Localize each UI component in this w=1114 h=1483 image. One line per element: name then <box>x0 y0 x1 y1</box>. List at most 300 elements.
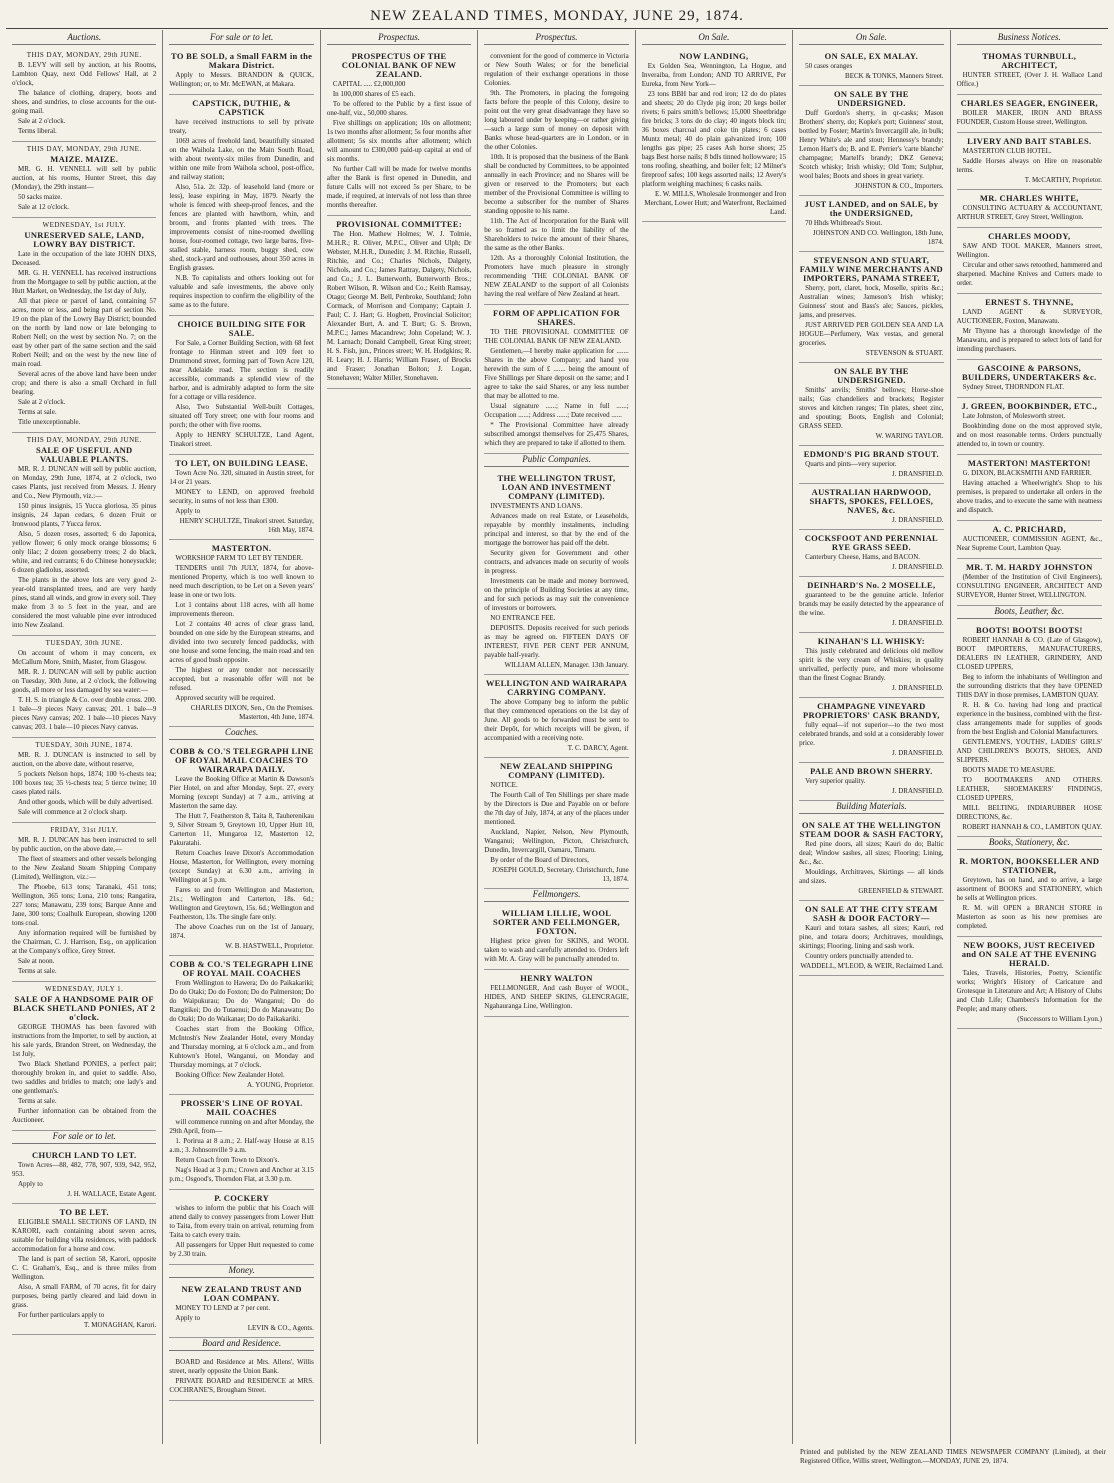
column-7 <box>951 30 1108 1444</box>
ad-paragraph: Also, 5 dozen roses, assorted; 6 do Japonica, yellow flower; 6 only mock orange blossoms; 6 only lilac; 2 dozen gooseberry trees; 2 do black, white, and red currants; 6 do Chinese honeysuckle; 6 dozen gladiolus, assorted. <box>12 530 157 574</box>
ad-body <box>957 412 1102 449</box>
section-heading: Building Materials. <box>799 801 943 814</box>
ad-body <box>957 204 1102 222</box>
advertisement <box>169 1281 313 1338</box>
ad-paragraph: Sale at noon. <box>18 957 55 965</box>
ad-signature: J. DRANSFIELD. <box>892 563 944 571</box>
ad-paragraph: ELIGIBLE SMALL SECTIONS OF LAND, IN KARORI, each containing about seven acres, suitable for building villa residences, with paddock accommodation for a horse and cow. <box>12 1218 157 1253</box>
ad-title: UNRESERVED SALE, LAND, LOWRY BAY DISTRICT. <box>24 230 145 249</box>
ad-paragraph: Sale will commence at 2 o'clock sharp. <box>18 808 128 816</box>
ad-body <box>12 165 156 212</box>
ad-title: MR. T. M. HARDY JOHNSTON <box>965 562 1093 572</box>
ad-signature: T. C. DARCY, Agent. <box>567 744 629 752</box>
ad-body <box>169 118 313 310</box>
ad-title: JUST LANDED, and on SALE, by the UNDERSIGNED, <box>804 199 939 218</box>
column-1 <box>6 30 163 1444</box>
advertisement <box>484 48 628 305</box>
ad-body <box>169 339 313 449</box>
ad-body <box>957 71 1102 89</box>
ad-signature: JOSEPH GOULD, Secretary. Christchurch, June 13, 1874. <box>492 866 629 883</box>
ad-paragraph: Smiths' anvils; Smiths' bellows; Horse-shoe nails; Gas chandeliers and brackets; Register stoves and kitchen ranges; Tin plates, sheet zinc, and spouting; Boots, English and Colonial; GRASS SEED. <box>799 386 944 430</box>
advertisement <box>799 484 943 530</box>
advertisement <box>484 675 628 758</box>
ad-paragraph: wishes to inform the public that his Coach will attend daily to convey passengers from Lower Hutt to Taita, from every train on arrival, returning from Taita to catch every train. <box>169 1204 314 1239</box>
ad-paragraph: This justly celebrated and delicious old mellow spirit is the very cream of Whiskies; in quality unrivalled, perfectly pure, and more wholesome than the finest Cognac Brandy. <box>799 647 944 682</box>
advertisement <box>799 252 943 363</box>
ad-paragraph: To be offered to the Public by a first issue of one-half, viz., 50,000 shares. <box>326 100 472 117</box>
ad-body <box>957 147 1102 175</box>
ad-paragraph: MILL BELTING, INDIARUBBER HOSE DIRECTIONS, &c. <box>956 804 1102 821</box>
ad-paragraph: Nag's Head at 3 p.m.; Crown and Anchor at 3.15 p.m.; Osgood's, Thorndon Flat, at 3.30 p.m. <box>169 1166 314 1183</box>
ad-paragraph: From Wellington to Hawera; Do do Paikakariki; Do do Otaki; Do do Foxton; Do do Palmerston; Do do Waipukurau; Do do Wanganui; Do do Rangitikei; Do do Tutaenui; Do do Manawatu; Do do Otaki; Do do Waikanae; Do do Paikakariki. <box>169 979 314 1023</box>
ad-signature: E. W. MILLS, Wholesale Ironmonger and Iron Merchant, Lower Hutt; and Waterfront, Reclaimed Land. <box>644 190 787 216</box>
ad-paragraph: Usual signature ......; Name in full ......; Occupation ......; Address ......; Date received ...... <box>484 402 629 419</box>
ad-paragraph: JUST ARRIVED PER GOLDEN SEA AND LA HOGUE—Perfumery, Wax vestas, and general groceries. <box>799 321 944 347</box>
ad-title: R. MORTON, BOOKSELLER AND STATIONER, <box>959 856 1100 875</box>
ad-title: TO LET, ON BUILDING LEASE. <box>175 458 308 468</box>
ad-title: KINAHAN'S LL WHISKY: <box>817 636 925 646</box>
ad-signature: GREENFIELD & STEWART. <box>858 887 944 895</box>
ad-body <box>799 553 943 562</box>
ad-title: J. GREEN, BOOKBINDER, ETC., <box>961 401 1098 411</box>
advertisement <box>484 758 628 889</box>
ad-signature: J. DRANSFIELD. <box>892 470 944 478</box>
ad-paragraph: Fares to and from Wellington and Masterton, 21s.; Wellington and Carterton, 18s. 6d.; Wellington and Greytown, 15s. 6d.; Wellington and Featherston, 13s. The single fare only. <box>169 886 314 921</box>
advertisement <box>799 196 943 252</box>
ad-title: EDMOND'S PIG BRAND STOUT. <box>803 449 939 459</box>
ad-paragraph: Ex Golden Sea, Wennington, La Hogue, and Inveraiba, from London; AND TO ARRIVE, Per Eureka, from New York— <box>641 62 787 88</box>
ad-body <box>957 535 1102 553</box>
advertisement <box>799 363 943 446</box>
ad-paragraph: Coaches start from the Booking Office, McIntosh's New Zealander Hotel, every Monday and Thursday morning, at 6 o'clock a.m., and from Kuhtown's Hotel, Wanganui, on Monday and Thursday mornings, at 7 o'clock. <box>169 1025 314 1069</box>
ad-date: THIS DAY, MONDAY, 29th JUNE. <box>26 436 142 444</box>
ad-body <box>484 52 628 299</box>
ad-title: MAIZE. MAIZE. <box>50 154 119 164</box>
ad-paragraph: Sale at 2 o'clock. <box>18 398 66 406</box>
ad-paragraph: All that piece or parcel of land, containing 57 acres, more or less, and being part of section No. 19 on the plan of the Lowry Bay District; bounded on the north by land now or late belonging to Robert Nell; on the west by section No. 7; on the east by other part of the same section and the said Robert Neill; and on the west by the new line of main road. <box>12 297 157 368</box>
ad-date: TUESDAY, 30th JUNE. <box>45 639 123 647</box>
advertisement <box>957 133 1102 190</box>
ad-title: ON SALE BY THE UNDERSIGNED. <box>833 366 909 385</box>
advertisement <box>12 48 156 142</box>
ad-paragraph: MR. G. H. VENNELL will sell by public auction, at his rooms, Hunter Street, this day (Monday), the 29th instant— <box>12 165 157 191</box>
advertisement <box>957 190 1102 228</box>
advertisement <box>799 763 943 801</box>
ad-body <box>484 502 628 660</box>
ad-paragraph: Late in the occupation of the late JOHN DIXS, Deceased. <box>12 250 157 267</box>
advertisement <box>799 633 943 698</box>
ad-paragraph: CONSULTING ACTUARY & ACCOUNTANT, ARTHUR STREET, Grey Street, Wellington. <box>956 204 1102 221</box>
advertisement <box>957 294 1102 360</box>
ad-paragraph: guaranteed to be the genuine article. Inferior brands may be easily detected by the appearance of the wine. <box>799 591 944 617</box>
ad-paragraph: will commence running on and after Monday, the 29th April, from— <box>169 1118 314 1135</box>
section <box>799 801 943 976</box>
ad-paragraph: Kauri and totara sashes, all sizes; Kauri, red pine, and totara doors; Architraves, mouldings, skirtings; Flooring, lining and sash work. <box>799 924 944 950</box>
ad-paragraph: * The Provisional Committee have already subscribed amongst themselves for 25,475 Shares, which they are prepared to take if allotted to them. <box>484 421 629 447</box>
ad-paragraph: For further particulars apply to <box>18 1311 105 1319</box>
ad-paragraph: Investments can be made and money borrowed, on the principle of Building Societies at any time, and for such periods as may suit the convenience of investors or borrowers. <box>484 577 629 612</box>
ad-body <box>12 465 156 630</box>
ad-body <box>12 1218 156 1320</box>
ad-paragraph: Leave the Booking Office at Martin & Dawson's Pier Hotel, on and after Monday, Sept. 27, every Morning (except Sunday) at 7 a.m., arriving at Masterton the same day. <box>169 775 314 810</box>
ad-paragraph: Terms at sale. <box>18 1097 57 1105</box>
ad-title: CHARLES SEAGER, ENGINEER, <box>960 98 1098 108</box>
ad-title: COBB & CO.'S TELEGRAPH LINE OF ROYAL MAIL COACHES <box>169 959 314 978</box>
ad-paragraph: The above Coaches run on the 1st of January, 1874. <box>169 923 314 940</box>
ad-paragraph: Security given for Government and other contracts, and advances made on security of wools in progress. <box>484 549 629 575</box>
ad-paragraph: Apply to HENRY SCHULTZE, Land Agent, Tinakori street. <box>169 431 314 448</box>
ad-paragraph: Return Coaches leave Dixon's Accommodation House, Masterton, for Wellington, every morning (except Sunday) at 6.30 a.m., arriving in Wellington at 5 p.m. <box>169 849 314 884</box>
ad-paragraph: Lot 1 contains about 118 acres, with all home improvements thereon. <box>169 601 314 618</box>
section-heading: Fellmongers. <box>484 889 628 902</box>
ad-body <box>957 242 1102 288</box>
ad-paragraph: MASTERTON CLUB HOTEL. <box>962 147 1052 155</box>
advertisement <box>799 901 943 976</box>
ad-paragraph: Greytown, has on hand, and to arrive, a large assortment of BOOKS and STATIONERY, which he sells at Wellington prices. <box>956 876 1102 902</box>
ad-paragraph: The Hon. Mathew Holmes; W. J. Tolmie, M.H.R.; R. Oliver, M.P.C., Oliver and Ulph; Dr Webster, M.H.R., Dunedin; J. M. Ritchie, Russell, Ritchie, and Co.; Charles Nichols, Dalgety, Nichols, and Co.; James Rattray, Dalgety, Nichols, and Co.; J. L. Butterworth, Butterworth Bros.; Robert Wilson, R. Wilson and Co.; Keith Ramsay, Otago; George M. Bell, Penbroke, Southland; John Cormack, of Morrison and Company; Captain J. Paul; C. J. Hart; G. Hogbett, Provincial Solicitor; Alexander Burt, A. and T. Burt; G. S. Brown, M.P.C.; James Macandrew; John Copeland; W. J. M. Larnach; Donald Campbell, Great King street; H. S. Fish, jun., Princes street; W. H. Hodgkins; R. H. Leary; H. J. Harris; William Fraser, of Brocks and Fraser; Jonathan Bolton; J. Logan, Stonehaven; Walter Miller, Stonehaven. <box>326 230 472 382</box>
ad-title: GASCOINE & PARSONS, BUILDERS, UNDERTAKERS &c. <box>962 363 1097 382</box>
ad-paragraph: Late Johnston, of Molesworth street. <box>962 412 1066 420</box>
ad-body <box>169 469 313 516</box>
section <box>957 837 1102 1029</box>
ad-body <box>484 328 628 448</box>
ad-paragraph: Any information required will be furnished by the Chairman, C. J. Harrison, Esq., on application at the Company's office, Grey Street. <box>12 929 157 955</box>
ad-paragraph: The Hutt 7, Featherston 8, Taita 8, Tauherenikau 9, Silver Stream 9, Greytown 10, Upper Hutt 10, Carterton 11, Mungaroa 12, Masterton 12, Pakuratahi. <box>169 812 314 847</box>
ad-paragraph: All passengers for Upper Hutt requested to come by 2.30 train. <box>169 1241 314 1258</box>
advertisement <box>484 905 628 970</box>
ad-paragraph: TO BOOTMAKERS AND OTHERS. LEATHER, SHOEMAKERS' FINDINGS, CLOSED UPPERS, <box>956 776 1102 802</box>
ad-body <box>12 61 156 136</box>
ad-body <box>957 109 1102 127</box>
advertisement <box>957 398 1102 455</box>
ad-paragraph: GENTLEMEN'S, YOUTHS', LADIES' GIRLS' AND CHILDREN'S BOOTS, SHOES, AND SLIPPERS. <box>956 738 1102 764</box>
ad-signature: ROBERT HANNAH & CO., LAMBTON QUAY. <box>962 823 1102 831</box>
ad-paragraph: FELLMONGER, And cash Buyer of WOOL, HIDES, AND SHEEP SKINS, GLENCRAGIE, Ngahauranga Line, Wellington. <box>484 984 629 1010</box>
ad-paragraph: MR. R. J. DUNCAN will sell by public auction on Tuesday, 30th June, at 2 o'clock, the following goods, all more or less damaged by sea water:— <box>12 668 157 694</box>
ad-title: FORM OF APPLICATION FOR SHARES. <box>492 308 621 327</box>
ad-paragraph: WORKSHOP FARM TO LET BY TENDER. <box>175 554 303 562</box>
advertisement <box>12 1147 156 1204</box>
ad-paragraph: Terms at sale. <box>18 408 57 416</box>
ad-body <box>12 836 156 976</box>
ad-title: ON SALE, EX MALAY. <box>824 51 919 61</box>
advertisement <box>12 433 156 636</box>
ad-title: ON SALE AT THE CITY STEAM SASH & DOOR FACTORY— <box>805 904 938 923</box>
advertisement <box>957 521 1102 559</box>
ad-date: WEDNESDAY, 1st JULY. <box>42 221 126 229</box>
ad-paragraph: Mr Thynne has a thorough knowledge of the Manawatu, and is prepared to select lots of land for intending purchasers. <box>956 327 1102 353</box>
advertisement <box>484 305 628 454</box>
ad-paragraph: 150 pinus insignis, 15 Yucca gloriosa, 35 pinus insignis, 24 Japan cedars, 6 dozen Fruit or Ironwood plants, 7 Yucca ferox. <box>12 502 157 528</box>
ad-paragraph: MR. G. H. VENNELL has received instructions from the Mortgagee to sell by public auction, at the Hutt Market, on Wednesday, the 1st day of July, <box>12 269 157 295</box>
section-heading: On Sale. <box>642 32 786 45</box>
ad-body <box>957 636 1102 822</box>
ad-paragraph: 10th. It is proposed that the business of the Bank shall be conducted by Committees, to be appointed annually in each Province; and no Shares will be given or reserved to the Promoters; but each member of the Provisional Committee is willing to become a subscriber for the number of Shares standing opposite to his name. <box>484 153 629 215</box>
ad-signature: CHARLES DIXON, Sen., On the Premises. Masterton, 4th June, 1874. <box>190 704 314 721</box>
ad-body <box>957 969 1102 1014</box>
ad-paragraph: 1. Porirua at 8 a.m.; 2. Half-way House at 8.15 a.m.; 3. Johnsonville 9 a.m. <box>169 1137 314 1154</box>
ad-paragraph: Sale at 2 o'clock. <box>18 117 66 125</box>
ad-paragraph: The plants in the above lots are very good 2-year-old transplanted trees, and are very hardy pines, stand all winds, and grow in every soil. They make from 3 to 5 feet in the year, and are considered the most valuable pine ever introduced into New Zealand. <box>12 576 157 629</box>
ad-paragraph: Highest price given for SKINS, and WOOL taken to wash and carefully attended to. Orders left with Mr. A. Gray will be punctually attended to. <box>484 937 629 963</box>
ad-title: P. COCKERY <box>214 1193 270 1203</box>
ad-body <box>12 649 156 732</box>
ad-paragraph: INVESTMENTS AND LOANS. <box>490 502 583 510</box>
advertisement <box>957 853 1102 937</box>
ad-body <box>799 284 943 348</box>
ad-paragraph: Lot 2 contains 40 acres of clear grass land, bounded on one side by the European streams, and divided into two securely fenced paddocks, with one house and some fencing, the main road and ten acres of good bush opposite. <box>169 620 314 664</box>
ad-body <box>327 230 471 383</box>
ad-paragraph: Also, A small FARM, of 70 acres, fit for dairy purposes, being partly cleared and laid down in grass. <box>12 1283 157 1309</box>
ad-signature: T. MONAGHAN, Karori. <box>84 1321 157 1329</box>
advertisement <box>12 738 156 823</box>
ad-paragraph: Town Acres—88, 482, 778, 907, 939, 942, 952, 953. <box>12 1161 157 1178</box>
ad-paragraph: The above Company beg to inform the public that they commenced operations on the 1st day of June. All goods to be forwarded must be sent to their Depôt, for which receipts will be given, if accompanied with a receiving note. <box>484 698 629 742</box>
ad-paragraph: Canterbury Cheese, Hams, and BACON. <box>805 553 921 561</box>
ad-paragraph: N.B. To capitalists and others looking out for valuable and safe investments, the above only requires inspection to confirm the eligibility of the same as to the future. <box>169 274 314 309</box>
ad-signature: T. McCARTHY, Proprietor. <box>1024 176 1102 184</box>
advertisement <box>484 470 628 675</box>
section-heading: Money. <box>169 1265 313 1278</box>
ad-title: SALE OF USEFUL AND VALUABLE PLANTS. <box>35 445 133 464</box>
ad-paragraph: Further information can be obtained from the Auctioneer. <box>12 1107 157 1124</box>
ad-paragraph: Beg to inform the inhabitants of Wellington and the surrounding districts that they have OPENED THIS DAY in those premises, LAMBTON QUAY. <box>956 673 1102 699</box>
ad-paragraph: Auckland, Napier, Nelson, New Plymouth, Wanganui; Wellington, Picton, Christchurch, Dunedin, Invercargill, Oamaru, Timaru. <box>484 828 629 854</box>
ad-paragraph: T. H. S. in triangle & Co. over double cross. 200. 1 bale—9 pieces Navy canvas; 201. 1 bale—9 pieces Navy canvas; 202. 1 bale—10 pieces Navy canvas; 203. 1 bale—10 pieces Navy canvas. <box>12 696 157 731</box>
advertisement <box>169 48 313 95</box>
ad-body <box>957 573 1102 600</box>
ad-paragraph: Sherry, port, claret, hock, Moselle, spirits &c.; Australian wines; Jameson's Irish whisky; Guinness' stout and Bass's ale; Sauces, pickles, jams, and preserves. <box>799 284 944 319</box>
ad-signature: J. DRANSFIELD. <box>892 684 944 692</box>
section <box>169 1265 313 1338</box>
advertisement <box>169 95 313 316</box>
ad-signature: BECK & TONKS, Manners Street. <box>845 72 944 80</box>
ad-title: COCKSFOOT AND PERENNIAL RYE GRASS SEED. <box>804 533 939 552</box>
ad-paragraph: fully equal—if not superior—to the two most celebrated brands, and sold at a considerably lower price. <box>799 721 944 747</box>
ad-signature: A. YOUNG, Proprietor. <box>247 1081 314 1089</box>
ad-title: CHARLES MOODY, <box>988 231 1071 241</box>
ad-signature: J. DRANSFIELD. <box>892 619 944 627</box>
advertisement <box>12 982 156 1131</box>
ad-title: PROSSER'S LINE OF ROYAL MAIL COACHES <box>180 1098 303 1117</box>
section-heading: Auctions. <box>12 32 156 45</box>
advertisement <box>169 1190 313 1265</box>
ad-body <box>799 62 943 71</box>
ad-body <box>169 979 313 1080</box>
column-2 <box>163 30 320 1444</box>
column-5 <box>636 30 793 1444</box>
ad-paragraph: Two Black Shetland PONIES, a perfect pair; thoroughly broken in, and quiet to saddle. Also, two saddles and bridles to match; one lady's and one gentleman's. <box>12 1060 157 1095</box>
advertisement <box>12 1204 156 1335</box>
ad-paragraph: Saddle Horses always on Hire on reasonable terms. <box>956 157 1102 174</box>
ad-paragraph: Gentlemen,—I hereby make application for ....... Shares in the above Company; and hand you herewith the sum of £ ....... being the amount of Five Shillings per Share deposit on the same; and I agree to take the said Shares, or any less number that may be allotted to me. <box>484 347 629 400</box>
ad-paragraph: Quarts and pints—very superior. <box>805 460 897 468</box>
ad-paragraph: GEORGE THOMAS has been favored with instructions from the Importer, to sell by auction, at his sale yards, Brandon Street, on Wednesday, the 1st July, <box>12 1023 157 1058</box>
ad-body <box>799 924 943 961</box>
ad-paragraph: Return Coach from Town to Dixon's. <box>175 1156 280 1164</box>
ad-body <box>484 781 628 865</box>
column-6 <box>793 30 950 1444</box>
ad-paragraph: convenient for the good of commerce in Victoria or New South Wales; or for the beneficial regulation of their exchange operations in those Colonies. <box>484 52 629 87</box>
ad-paragraph: G. DIXON, BLACKSMITH AND FARRIER. <box>962 469 1092 477</box>
ad-paragraph: No further Call will be made for twelve months after the Bank is first opened in Dunedin, and future Calls will not exceed 5s per Share, to be made, if required, at intervals of not less than three months thereafter. <box>326 165 472 209</box>
ad-paragraph: (Member of the Institution of Civil Engineers), CONSULTING ENGINEER, ARCHITECT AND SURVEYOR, Hunter Street, WELLINGTON. <box>956 573 1102 599</box>
ad-paragraph: DEPOSITS. Deposits received for such periods as may be agreed on. FIFTEEN DAYS OF INTEREST, FIVE PER CENT PER ANNUM, payable half-yearly. <box>484 624 629 659</box>
ad-paragraph: On account of whom it may concern, ex McCallum More, Smith, Master, from Glasgow. <box>12 649 157 666</box>
ad-paragraph: 11th. The Act of Incorporation for the Bank will be so framed as to limit the liability of the Shareholders to twice the amount of their Shares, the same as the other Banks. <box>484 217 629 252</box>
ad-date: THIS DAY, MONDAY, 29th JUNE. <box>26 145 142 153</box>
section <box>484 454 628 889</box>
ad-title: NEW ZEALAND SHIPPING COMPANY (LIMITED). <box>499 761 614 780</box>
section-heading: For sale or to let. <box>12 1131 156 1144</box>
ad-paragraph: The balance of clothing, drapery, boots and shoes, and sundries, to close accounts for the out-going mail. <box>12 89 157 115</box>
ad-body <box>12 751 156 817</box>
ad-body <box>957 308 1102 354</box>
ad-title: HENRY WALTON <box>520 973 593 983</box>
section <box>169 1338 313 1401</box>
ad-paragraph: Circular and other saws retoothed, hammered and sharpened. Machine Knives and Cutters made to order. <box>956 261 1102 287</box>
ad-paragraph: AUCTIONEER, COMMISSION AGENT, &c., Near Supreme Court, Lambton Quay. <box>956 535 1102 552</box>
ad-paragraph: BOILER MAKER, IRON AND BRASS FOUNDER, Custom House street, Wellington. <box>956 109 1102 126</box>
ad-paragraph: PRIVATE BOARD and RESIDENCE at MRS. COCHRANE'S, Brougham Street. <box>169 1377 314 1394</box>
section <box>169 727 313 1265</box>
ad-paragraph: CAPITAL ..... £2,000,000 <box>332 80 406 88</box>
ad-paragraph: 1069 acres of freehold land, beautifully situated on the Waihola Lake, on the Main South Road, with about twenty-six miles from Dunedin, and within one mile from Waihola school, post-office, and railway station; <box>169 137 314 181</box>
ad-title: MASTERTON. <box>211 543 272 553</box>
ad-signature: (Successors to William Lyon.) <box>1017 1015 1102 1023</box>
ad-body <box>799 721 943 748</box>
ad-paragraph: Tales, Travels, Histories, Poetry, Scientific works; Wright's History of Caricature and Grotesque in Literature and Art; A History of Clubs and Club Life; Chambers's Information for the People; and many others. <box>956 969 1102 1013</box>
ad-paragraph: B. LEVY will sell by auction, at his Rooms, Lambton Quay, next Odd Fellows' Hall, at 2 o'clock, <box>12 61 157 87</box>
advertisement <box>169 316 313 455</box>
advertisement <box>957 228 1102 294</box>
imprint: Printed and published by the NEW ZEALAND TIMES NEWSPAPER COMPANY (Limited), at their Registered Office, Willis street, Wellington.—MONDAY, JUNE 29, 1874. <box>800 1448 1106 1465</box>
ad-signature: WILLIAM ALLEN, Manager. 13th January. <box>504 661 629 669</box>
masthead: NEW ZEALAND TIMES, MONDAY, JUNE 29, 1874. <box>370 8 744 24</box>
ad-signature: LEVIN & CO., Agents. <box>247 1324 314 1332</box>
advertisement <box>799 577 943 633</box>
ad-paragraph: Very superior quality. <box>805 777 866 785</box>
ad-paragraph: Also, 51a. 2r. 32p. of leasehold land (more or less), lease expiring in May, 1879. Nearly the whole is fenced with sheep-proof fences, and the fences are planted with hawthorn, whin, and broom, and fronts planted with trees. The improvements consist of nine-roomed dwelling house, four-roomed cottage, two large barns, five-stalled stable, harness room, buggy shed, cow shed, stock-yard and outhouses, about 350 acres in English grasses. <box>169 183 314 272</box>
advertisement <box>169 956 313 1095</box>
ad-signature: J. DRANSFIELD. <box>892 516 944 524</box>
ad-title: STEVENSON AND STUART, FAMILY WINE MERCHANTS AND IMPORTERS, PANAMA STREET, <box>799 255 943 283</box>
columns <box>6 30 1108 1444</box>
section-heading: Coaches. <box>169 727 313 740</box>
ad-title: TO BE LET. <box>59 1207 109 1217</box>
ad-body <box>799 460 943 469</box>
ad-paragraph: 23 tons BBH bar and rod iron; 12 do do plates and sheets; 20 do Clyde pig iron; 20 kegs boiler rivets; 6 pairs smith's bellows; 15,000 Sheetbridge fire bricks; 3 tons do do clay; 40 ingots block tin; 36 boxes charcoal and coke tin plates; 6 cases Muntz metal; 40 do plain galvanized iron; 100 lengths gas pipe; 25 cases Ash horse shoes; 25 bags Best horse nails; 8 bdls tinned hollowware; 15 tons roofing, sheathing, and boiler felt; 12 Milner's fireproof safes; 100 kegs assorted nails; 12 Avery's platform weighing machines; 6 casks nails. <box>641 90 787 188</box>
section <box>12 32 156 1131</box>
ad-title: SALE OF A HANDSOME PAIR OF BLACK SHETLAND PONIES, AT 2 o'clock. <box>13 994 156 1022</box>
ad-paragraph: 50 sacks maize. <box>18 193 63 201</box>
ad-body <box>327 80 471 210</box>
ad-body <box>642 62 786 189</box>
advertisement <box>957 559 1102 606</box>
section-heading: Business Notices. <box>957 32 1102 45</box>
ad-body <box>799 591 943 618</box>
ad-paragraph: TO THE PROVISIONAL COMMITTEE OF THE COLONIAL BANK OF NEW ZEALAND. <box>484 328 629 345</box>
advertisement <box>169 455 313 540</box>
ad-paragraph: NO ENTRANCE FEE. <box>490 614 556 622</box>
ad-paragraph: For Sale, a Corner Building Section, with 68 feet frontage to Hinman street and 109 feet to Drummond street, forming part of Town Acre 120, near Adelaide road. The section is readily accessible, commands a splendid view of the harbor, and is admirably adapted to form the site for a cottage or villa residence. <box>169 339 314 401</box>
ad-title: AUSTRALIAN HARDWOOD, SHAFTS, SPOKES, FELLOES, NAVES, &c. <box>809 487 934 515</box>
ad-paragraph: Country orders punctually attended to. <box>805 952 914 960</box>
ad-body <box>169 1358 313 1395</box>
ad-paragraph: Duff Gordon's sherry, in qr-casks; Mason Brothers' sherry, do; Kopke's port; Guinness' stout, bottled by Foster; Martin's Invercargill ale, in bulk; Henry White's ale and stout; Hennessy's brandy; Lemon Hart's do; B. and E. Perrier's 'carte blanche' champagne; Martell's brandy; DKZ Geneva; Scotch whisky; Irish whisky; Old Tom; Sulphur, wool bales; Boots and shoes in great variety. <box>799 109 944 180</box>
ad-body <box>799 777 943 786</box>
ad-title: NEW ZEALAND TRUST AND LOAN COMPANY. <box>181 1284 302 1303</box>
ad-paragraph: MR. R. J. DUNCAN has been instructed to sell by public auction, on the above date,— <box>12 836 157 853</box>
advertisement <box>799 86 943 196</box>
ad-paragraph: The highest or any tender not necessarily accepted, but a reasonable offer will not be refused. <box>169 666 314 692</box>
ad-paragraph: Also, Two Substantial Well-built Cottages, situated off Tory street; one with four rooms and porch; the other with five rooms. <box>169 403 314 429</box>
advertisement <box>327 216 471 389</box>
ad-signature: HENRY SCHULTZE, Tinakori street. Saturday, 16th May, 1874. <box>179 517 314 534</box>
ad-paragraph: Apply to <box>175 507 201 515</box>
ad-paragraph: Booking Office: New Zealander Hotel. <box>175 1071 285 1079</box>
section <box>12 1131 156 1335</box>
ad-body <box>484 698 628 743</box>
ad-paragraph: Terms liberal. <box>18 127 57 135</box>
ad-paragraph: Sydney Street, THORNDON FLAT. <box>962 383 1064 391</box>
ad-paragraph: MR. R. J. DUNCAN will sell by public auction, on Monday, 29th June, 1874, at 2 o'clock, two cases Plants, just received from Messrs. J. Henry and Co., New Plymouth, viz.:— <box>12 465 157 500</box>
ad-signature: JOHNSTON AND CO. Wellington, 18th June, 1874. <box>812 229 944 246</box>
advertisement <box>169 540 313 727</box>
ad-title: MASTERTON! MASTERTON! <box>967 458 1091 468</box>
ad-paragraph: Mouldings, Architraves, Skirtings — all kinds and sizes. <box>799 868 944 885</box>
ad-date: FRIDAY, 31st JULY. <box>50 826 119 834</box>
ad-date: WEDNESDAY, JULY 1. <box>44 985 124 993</box>
masthead-rule <box>6 28 1108 29</box>
ad-paragraph: The Fourth Call of Ten Shillings per share made by the Directors is Due and Payable on or before the 7th day of July, 1874, at any of the places under mentioned. <box>484 791 629 826</box>
ad-signature: J. DRANSFIELD. <box>892 787 944 795</box>
column-4 <box>478 30 635 1444</box>
ad-paragraph: Five shillings on application; 10s on allotment; 1s two months after allotment; 5s four months after allotment; 5s six months after allotment; which will amount to £300,000 paid-up capital at end of six months. <box>326 119 472 163</box>
ad-signature: WADDELL, M'LEOD, & WEIR, Reclaimed Land. <box>800 962 944 970</box>
section <box>484 32 628 454</box>
section-heading: For sale or to let. <box>169 32 313 45</box>
ad-paragraph: Advances made on real Estate, or Leaseholds, repayable by monthly instalments, including principal and interest, so that by the end of the mortgage the borrower has paid off the debt. <box>484 512 629 547</box>
ad-body <box>957 469 1102 515</box>
ad-title: CHOICE BUILDING SITE FOR SALE. <box>177 319 306 338</box>
advertisement <box>957 360 1102 398</box>
ad-title: ERNEST S. THYNNE, <box>985 297 1074 307</box>
advertisement <box>799 48 943 86</box>
ad-body <box>799 647 943 683</box>
ad-paragraph: Sale at 12 o'clock. <box>18 203 70 211</box>
advertisement <box>12 218 156 433</box>
ad-paragraph: Having attached a Wheelwright's Shop to his premises, is prepared to undertake all orders in the above trades, and to execute the same with neatness and dispatch. <box>956 479 1102 514</box>
advertisement <box>957 455 1102 521</box>
section-heading: Board and Residence. <box>169 1338 313 1351</box>
ad-paragraph: MONEY TO LEND at 7 per cent. <box>175 1304 270 1312</box>
ad-paragraph: HUNTER STREET, (Over J. H. Wallace Land Office.) <box>956 71 1102 88</box>
advertisement <box>957 95 1102 133</box>
ad-title: ON SALE BY THE UNDERSIGNED. <box>833 89 909 108</box>
ad-paragraph: Apply to <box>18 1180 43 1188</box>
column-3 <box>321 30 478 1444</box>
ad-title: BOOTS! BOOTS! BOOTS! <box>975 625 1083 635</box>
ad-paragraph: 5 pockets Nelson hops, 1874; 100 ½-chests tea; 100 boxes tea; 35 ½-chests tea; 5 tierce twine; 10 cases plated rails. <box>12 770 157 796</box>
ad-body <box>957 876 1102 931</box>
ad-paragraph: LAND AGENT & SURVEYOR, AUCTIONEER, Foxton, Manawatu. <box>956 308 1102 325</box>
section-heading: Boots, Leather, &c. <box>957 606 1102 619</box>
ad-paragraph: 12th. As a thoroughly Colonial Institution, the Promoters have much pleasure in strongly recommending 'THE COLONIAL BANK OF NEW ZEALAND' to the support of all Colonists having the real welfare of New Zealand at heart. <box>484 254 629 298</box>
ad-paragraph: SAW AND TOOL MAKER, Manners street, Wellington. <box>956 242 1102 259</box>
ad-paragraph: And other goods, which will be duly advertised. <box>18 798 153 806</box>
ad-paragraph: Apply to Messrs. BRANDON & QUICK, Wellington; or, to Mr. McEWAN, at Makara. <box>169 71 314 88</box>
